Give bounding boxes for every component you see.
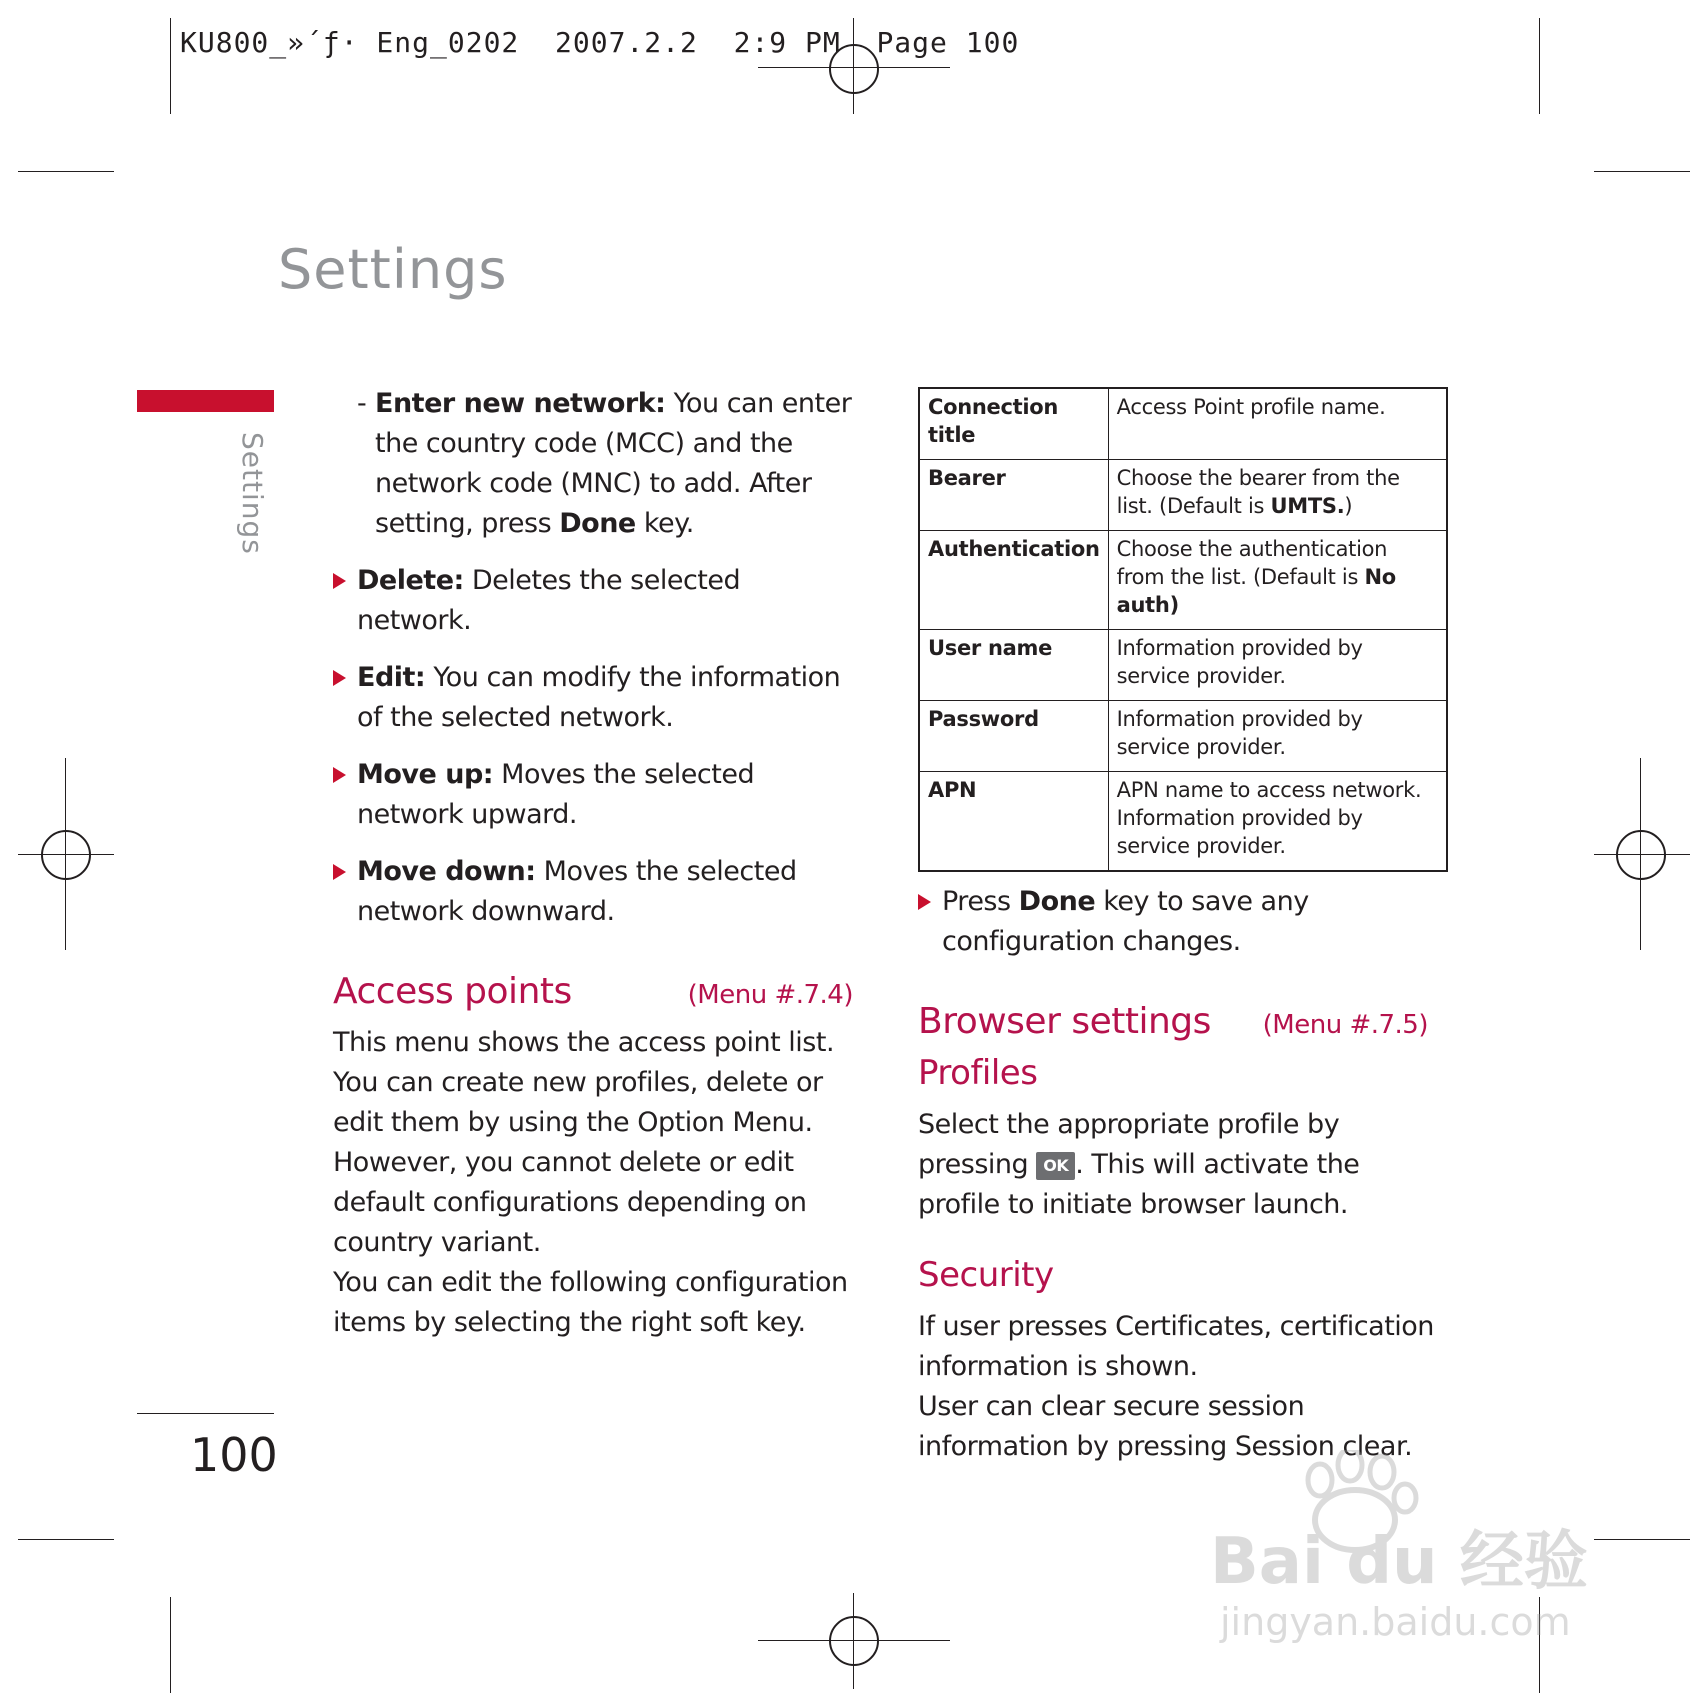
item-text: Moves the selected network downward. <box>357 856 797 927</box>
menu-reference: (Menu #.7.4) <box>687 980 853 1010</box>
item-text: key to save any configuration changes. <box>942 886 1309 957</box>
registration-target-right <box>1616 830 1666 880</box>
profiles-subheading: Profiles <box>918 1053 1038 1093</box>
list-item-move-up <box>333 755 853 835</box>
item-text: key. <box>635 508 694 539</box>
table-value <box>1108 531 1447 630</box>
item-term: Edit: <box>357 662 426 693</box>
list-item-delete <box>333 561 853 641</box>
table-value: APN name to access network. Information provided by service provider. <box>1108 772 1447 872</box>
security-paragraph-2: User can clear secure session information by pressing Session clear. <box>918 1391 1413 1462</box>
table-key: APN <box>919 772 1108 872</box>
section-title: Access points <box>333 971 572 1012</box>
ok-key-icon: OK <box>1036 1152 1075 1180</box>
table-value-bold: UMTS. <box>1270 494 1345 518</box>
page-number: 100 <box>190 1428 278 1482</box>
item-term: Move down: <box>357 856 536 887</box>
triangle-bullet-icon <box>333 864 346 880</box>
crop-mark-tr-v <box>1539 18 1540 114</box>
table-key: Bearer <box>919 460 1108 531</box>
triangle-bullet-icon <box>333 767 346 783</box>
done-key-label: Done <box>1018 886 1096 917</box>
access-points-heading <box>333 972 853 1015</box>
side-tab-label: Settings <box>236 432 269 555</box>
table-key: Connection title <box>919 388 1108 460</box>
crop-mark-bl-h <box>18 1539 114 1540</box>
profiles-paragraph <box>918 1105 1448 1225</box>
list-item-edit <box>333 658 853 738</box>
page-title: Settings <box>278 238 508 301</box>
section-color-bar <box>137 390 274 412</box>
table-value-text: Choose the bearer from the list. (Default is <box>1116 466 1400 518</box>
table-key: Authentication <box>919 531 1108 630</box>
browser-settings-heading <box>918 1002 1428 1045</box>
table-value-bold: No auth) <box>1116 565 1396 617</box>
registration-target-bottom <box>829 1616 879 1666</box>
done-key-label: Done <box>559 508 636 539</box>
table-value: Information provided by service provider. <box>1108 701 1447 772</box>
item-text: Deletes the selected network. <box>357 565 741 636</box>
table-row <box>919 701 1447 772</box>
crop-mark-bl-v <box>170 1597 171 1693</box>
page-number-rule <box>137 1413 274 1414</box>
table-value-after: ) <box>1344 494 1353 518</box>
watermark-url: jingyan.baidu.com <box>1220 1600 1571 1644</box>
table-key: Password <box>919 701 1108 772</box>
item-term: Move up: <box>357 759 494 790</box>
list-item-press-done <box>918 882 1448 962</box>
list-item-move-down <box>333 852 853 932</box>
dash-marker: - <box>357 388 367 419</box>
security-paragraph: If user presses Certificates, certification information is shown. <box>918 1311 1434 1382</box>
para-text: Select the appropriate profile by pressing <box>918 1109 1340 1180</box>
right-column <box>918 387 1448 1467</box>
table-row <box>919 388 1447 460</box>
item-text: You can enter the country code (MCC) and the network code (MNC) to add. After setting, press <box>375 388 852 539</box>
crop-mark-tl-h <box>18 171 114 172</box>
watermark-brand: Bai du 经验 <box>1210 1525 1588 1599</box>
config-table <box>918 387 1448 872</box>
access-points-paragraph-2: You can edit the following configuration items by selecting the right soft key. <box>333 1267 848 1338</box>
triangle-bullet-icon <box>333 573 346 589</box>
list-item-enter-new-network <box>333 384 853 544</box>
para-text: . This will activate the profile to initiate browser launch. <box>918 1149 1360 1220</box>
triangle-bullet-icon <box>918 894 931 910</box>
section-title: Browser settings <box>918 1001 1211 1042</box>
triangle-bullet-icon <box>333 670 346 686</box>
table-row <box>919 460 1447 531</box>
item-term: Delete: <box>357 565 464 596</box>
item-text: You can modify the information of the selected network. <box>357 662 841 733</box>
item-text: Moves the selected network upward. <box>357 759 755 830</box>
table-value: Information provided by service provider. <box>1108 630 1447 701</box>
table-row <box>919 772 1447 872</box>
baidu-watermark <box>1210 1450 1630 1650</box>
item-text: Press <box>942 886 1019 917</box>
security-subheading: Security <box>918 1255 1054 1295</box>
table-value-text: Choose the authentication from the list. (Default is <box>1116 537 1388 589</box>
access-points-paragraph: This menu shows the access point list. You can create new profiles, delete or edit them by using the Option Menu. However, you cannot delete or edit default configurations depending on country variant. <box>333 1027 835 1258</box>
table-value <box>1108 460 1447 531</box>
menu-reference: (Menu #.7.5) <box>1262 1010 1428 1040</box>
crop-mark-tl-v <box>170 18 171 114</box>
crop-mark-tr-h <box>1594 171 1690 172</box>
table-row <box>919 531 1447 630</box>
table-value: Access Point profile name. <box>1108 388 1447 460</box>
table-key: User name <box>919 630 1108 701</box>
registration-target-left <box>41 830 91 880</box>
item-term: Enter new network: <box>375 388 666 419</box>
table-row <box>919 630 1447 701</box>
print-slug: KU800_»´ƒ· Eng_0202 2007.2.2 2:9 PM Page 100 <box>180 26 1020 59</box>
left-column <box>333 384 853 1343</box>
